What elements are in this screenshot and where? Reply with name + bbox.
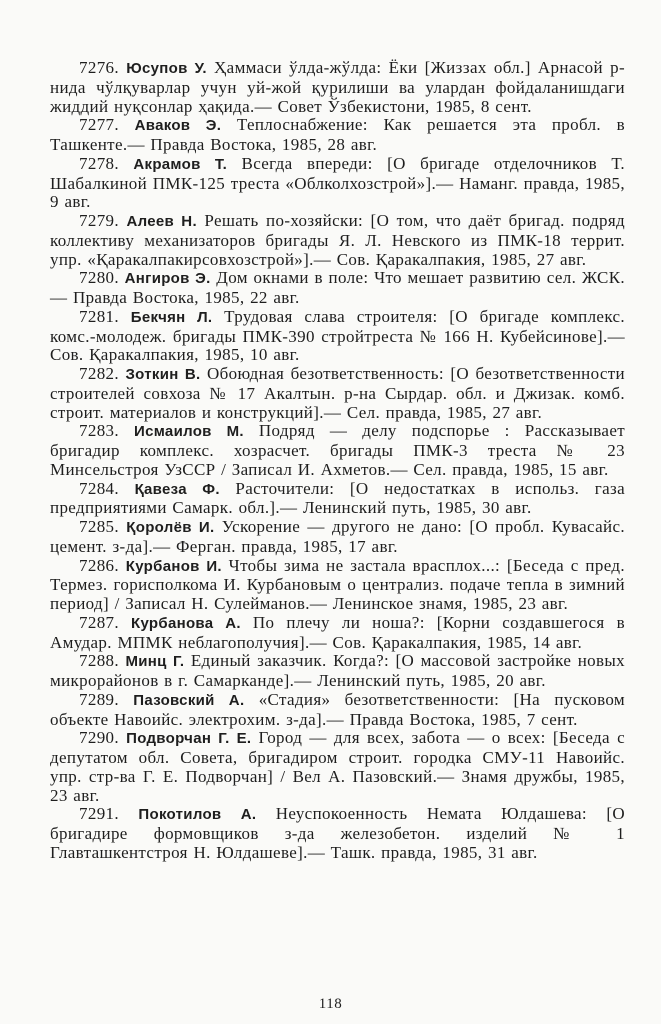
bibliography-entry [50, 557, 625, 614]
bibliography-entry [50, 308, 625, 365]
entry-number: 7279. [79, 211, 119, 230]
entry-text: Неуспокоенность Немата Юлдашева: [О бригадире формовщиков з-да железобетон. изделий № 1 Главташкентстроя Н. Юлдашеве].— Ташк. правда, 1985, 31 авг. [50, 804, 625, 862]
entry-text: Единый заказчик. Когда?: [О массовой застройке новых микрорайонов в г. Самарканде].— Ленинский путь, 1985, 20 авг. [50, 651, 625, 690]
entry-number: 7290. [79, 728, 119, 748]
entry-number: 7285. [79, 517, 119, 536]
bibliography-entry [50, 59, 625, 116]
entry-number: 7286. [79, 555, 119, 575]
entry-author: Курбанова А. [131, 614, 241, 632]
bibliography-entry [50, 116, 625, 155]
entry-author: Қоролёв И. [126, 519, 215, 536]
entry-number: 7280. [79, 268, 119, 288]
entry-text: «Стадия» безответственности: [На пусковом объекте Навоийс. электрохим. з-да].— Правда Востока, 1985, 7 сент. [50, 689, 626, 729]
entry-author: Курбанов И. [125, 557, 222, 575]
entry-number: 7281. [79, 306, 119, 326]
entry-text: Теплоснабжение: Как решается эта пробл. в Ташкенте.— Правда Востока, 1985, 28 авг. [50, 115, 625, 154]
entry-author: Алеев Н. [126, 213, 197, 230]
entry-text: Ҳаммаси ўлда-жўлда: Ёки [Жиззах обл.] Арнасой р-нида чўлқуварлар учун уй-жой қурилиши ва улардан фойдаланишдаги жиддий нуқсонлар ҳақида.— Совет Ўзбекистони, 1985, 8 сент. [50, 58, 625, 116]
bibliography-entry [50, 691, 625, 730]
entry-text: Город — для всех, забота — о всех: [Беседа с депутатом обл. Совета, бригадиром строит. городка СМУ-11 Навоийс. упр. стр-ва Г. Е. Подворчан] / Вел А. Пазовский.— Знамя дружбы, 1985, 23 авг. [50, 728, 625, 805]
entry-author: Юсупов У. [126, 60, 207, 77]
entry-number: 7288. [79, 651, 119, 671]
entry-author: Исмаилов М. [134, 423, 244, 441]
entry-author: Минц Г. [125, 653, 185, 671]
entry-number: 7291. [79, 804, 119, 824]
page-number: 118 [318, 996, 343, 1012]
bibliography-entry [50, 614, 625, 653]
entry-number: 7289. [79, 689, 119, 709]
bibliography-entry [50, 729, 625, 805]
entry-text: Ускорение — другого не дано: [О пробл. Кувасайс. цемент. з-да].— Ферган. правда, 1985, 17 авг. [50, 517, 625, 556]
entry-author: Покотилов А. [138, 806, 257, 824]
entry-author: Ангиров Э. [124, 270, 211, 288]
bibliography-entry [50, 155, 625, 212]
entry-text: Дом окнами в поле: Что мешает развитию сел. ЖСК.— Правда Востока, 1985, 22 авг. [50, 268, 625, 307]
entry-text: Трудовая слава строителя: [О бригаде комплекс. комс.-молодеж. бригады ПМК-390 стройтреста № 166 Н. Кубейсинове].— Сов. Қаракалпакия, 1985, 10 авг. [50, 306, 626, 365]
bibliography-page [50, 59, 625, 863]
bibliography-entry [50, 480, 625, 519]
entry-author: Зоткин В. [125, 366, 201, 383]
entry-number: 7283. [79, 421, 119, 441]
entry-text: Обоюдная безответственность: [О безответственности строителей совхоза № 17 Акалтын. р-на Сырдар. обл. и Джизак. комб. строит. материалов и конструкций].— Сел. правда, 1985, 27 авг. [50, 364, 625, 422]
bibliography-entry [50, 805, 625, 862]
entry-number: 7282. [79, 364, 119, 383]
entry-author: Подворчан Г. Е. [126, 730, 252, 748]
entry-author: Аваков Э. [134, 117, 222, 135]
entry-author: Акрамов Т. [133, 155, 228, 173]
entry-author: Қавеза Ф. [134, 480, 220, 498]
bibliography-entry [50, 422, 625, 479]
entry-number: 7287. [79, 612, 119, 632]
bibliography-entry [50, 212, 625, 269]
bibliography-entry [50, 518, 625, 557]
bibliography-entry [50, 365, 625, 422]
entry-text: Расточители: [О недостатках в использ. газа предприятиями Самарк. обл.].— Ленинский путь, 1985, 30 авг. [50, 478, 625, 518]
entry-text: Всегда впереди: [О бригаде отделочников Т. Шабалкиной ПМК-125 треста «Облколхозстрой»].— Наманг. правда, 1985, 9 авг. [50, 153, 625, 212]
entry-number: 7276. [79, 58, 119, 77]
entry-author: Бекчян Л. [130, 308, 213, 326]
entry-text: Подряд — делу подспорье : Рассказывает бригадир комплекс. хозрасчет. бригады ПМК-3 треста № 23 Минсельстроя УзССР / Записал И. Ахметов.— Сел. правда, 1985, 15 авг. [50, 421, 625, 479]
entry-number: 7284. [79, 478, 119, 498]
entry-text: Решать по-хозяйски: [О том, что даёт бригад. подряд коллективу механизаторов бригады Я. Л. Невского из ПМК-18 террит. упр. «Қаракалпакирсовхозстрой»].— Сов. Қаракалпакия, 1985, 27 авг. [50, 211, 625, 269]
entry-number: 7278. [79, 153, 119, 173]
bibliography-entry [50, 269, 625, 308]
bibliography-entry [50, 652, 625, 691]
entry-text: По плечу ли ноша?: [Корни создавшегося в Амудар. МПМК неблагополучия].— Сов. Қаракалпакия, 1985, 14 авг. [50, 612, 625, 652]
entry-number: 7277. [79, 115, 119, 135]
entry-author: Пазовский А. [133, 691, 245, 709]
entry-text: Чтобы зима не застала врасплох...: [Беседа с пред. Термез. горисполкома И. Курбановым о централиз. подаче тепла в зимний период] / Записал Н. Сулейманов.— Ленинское знамя, 1985, 23 авг. [50, 555, 625, 613]
